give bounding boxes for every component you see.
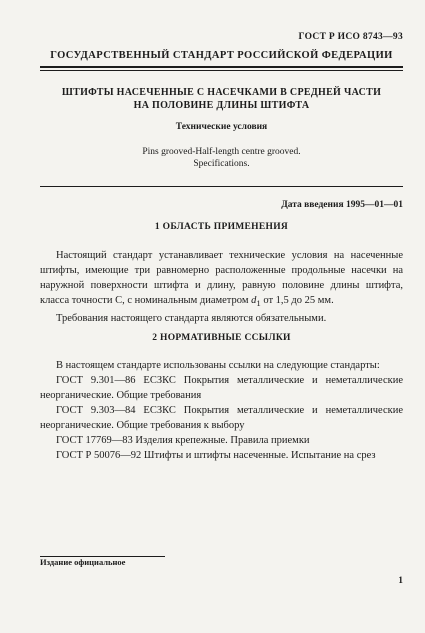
reference-item: ГОСТ 17769—83 Изделия крепежные. Правила приемки <box>56 435 310 446</box>
title-divider <box>40 186 403 187</box>
header-rule-thin <box>40 70 403 71</box>
title-line-2: НА ПОЛОВИНЕ ДЛИНЫ ШТИФТА <box>133 100 310 111</box>
section-1-body <box>40 248 403 326</box>
english-title-line-1: Pins grooved-Half-length centre grooved. <box>142 147 301 157</box>
effective-date-label: Дата введения <box>281 200 344 210</box>
reference-item: ГОСТ Р 50076—92 Штифты и штифты насеченные. Испытание на срез <box>56 450 376 461</box>
section-2-intro: В настоящем стандарте использованы ссылки на следующие стандарты: <box>56 360 380 371</box>
section-1-paragraph-1: Настоящий стандарт устанавливает технические условия на насеченные штифты, имеющие три равномерно расположенные продольные насечки на наружной поверхности штифта и длину, равную половине длины штифта, класса точности С, с номинальным диаметром $d_1$ от 1,5 до 25 мм. <box>40 250 403 309</box>
effective-date <box>281 200 403 210</box>
reference-item: ГОСТ 9.303—84 ЕСЗКС Покрытия металлические и неметаллические неорганические. Общие требования к выбору <box>40 405 403 431</box>
section-1-heading: 1 ОБЛАСТЬ ПРИМЕНЕНИЯ <box>154 222 289 232</box>
english-title <box>40 146 403 170</box>
section-1-paragraph-2: Требования настоящего стандарта являются обязательными. <box>56 313 327 325</box>
section-2-heading: 2 НОРМАТИВНЫЕ ССЫЛКИ <box>152 333 291 343</box>
page-number: 1 <box>398 576 403 586</box>
title-line-1: ШТИФТЫ НАСЕЧЕННЫЕ С НАСЕЧКАМИ В СРЕДНЕЙ ЧАСТИ <box>61 87 382 98</box>
reference-item: ГОСТ 9.301—86 ЕСЗКС Покрытия металлические и неметаллические неорганические. Общие требования <box>40 375 403 401</box>
standard-title: ГОСУДАРСТВЕННЫЙ СТАНДАРТ РОССИЙСКОЙ ФЕДЕРАЦИИ <box>50 50 393 61</box>
section-2-body <box>40 358 403 463</box>
document-title <box>40 86 403 112</box>
diameter-subscript: 1 <box>256 298 261 309</box>
header-rule <box>40 66 403 68</box>
effective-date-value: 1995—01—01 <box>346 200 403 210</box>
document-subtitle: Технические условия <box>175 122 268 132</box>
official-edition-note: Издание официальное <box>40 557 126 567</box>
gost-code: ГОСТ Р ИСО 8743—93 <box>298 32 403 42</box>
english-title-line-2: Specifications. <box>193 159 250 169</box>
diameter-symbol: d <box>251 295 257 306</box>
